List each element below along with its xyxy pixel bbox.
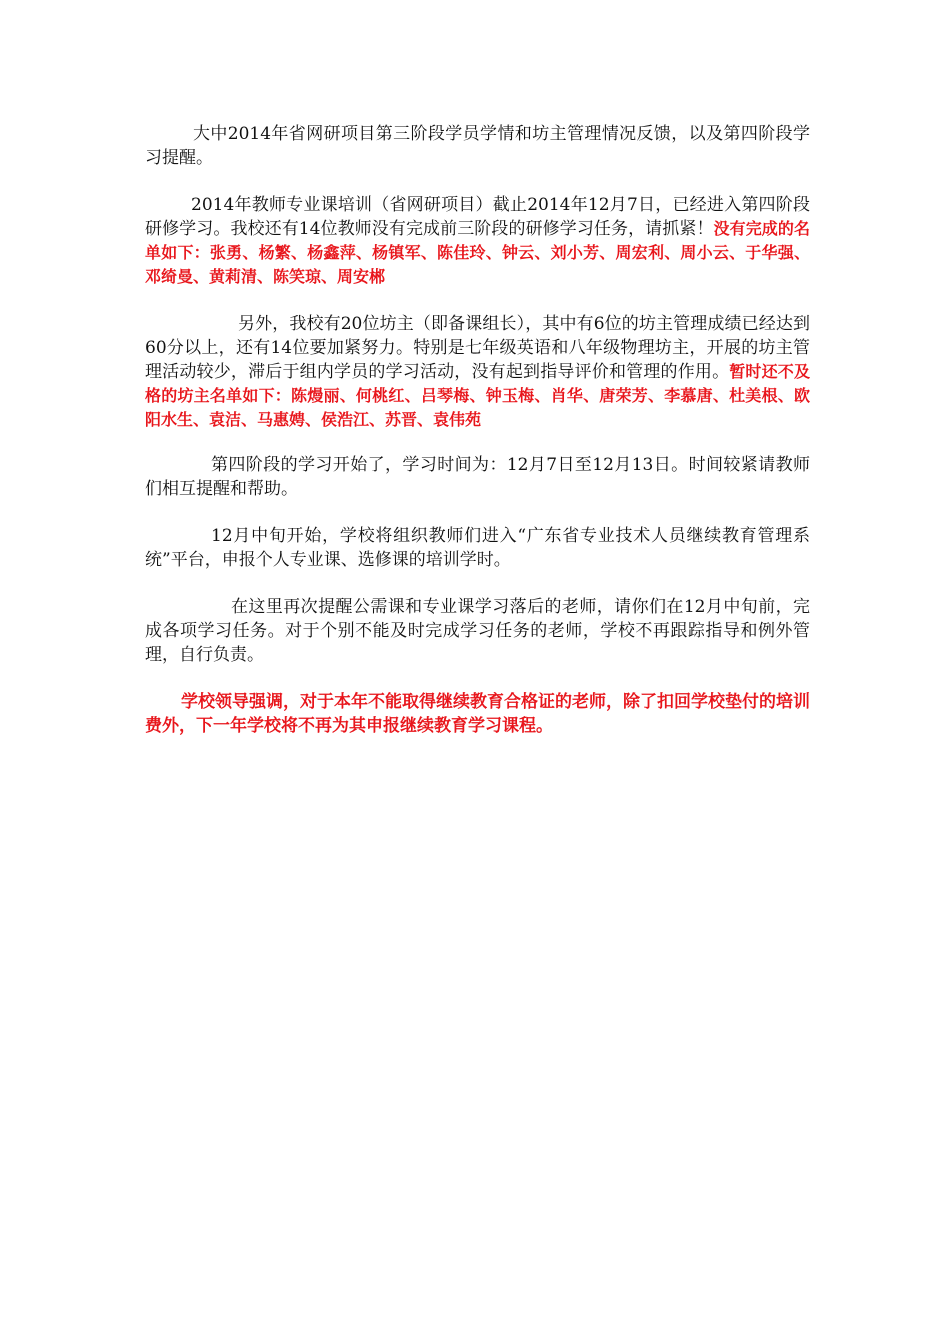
stage-four-paragraph bbox=[145, 453, 810, 501]
title-text: 大中2014年省网研项目第三阶段学员学情和坊主管理情况反馈，以及第四阶段学习提醒。 bbox=[145, 124, 810, 168]
credit-application-paragraph bbox=[145, 524, 810, 572]
stage-four-text: 第四阶段的学习开始了，学习时间为：12月7日至12月13日。时间较紧请教师们相互提醒和帮助。 bbox=[145, 455, 810, 499]
reminder-paragraph bbox=[145, 595, 810, 667]
workshop-leaders-text: 另外，我校有20位坊主（即备课组长），其中有6位的坊主管理成绩已经达到60分以上，还有14位要加紧努力。特别是七年级英语和八年级物理坊主，开展的坊主管理活动较少，滞后于组内学员的学习活动，没有起到指导评价和管理的作用。 bbox=[145, 314, 810, 382]
leadership-emphasis-text: 学校领导强调，对于本年不能取得继续教育合格证的老师，除了扣回学校垫付的培训费外，下一年学校将不再为其申报继续教育学习课程。 bbox=[145, 692, 810, 736]
workshop-leaders-paragraph bbox=[145, 312, 810, 432]
progress-notice-text: 2014年教师专业课培训（省网研项目）截止2014年12月7日，已经进入第四阶段研修学习。我校还有14位教师没有完成前三阶段的研修学习任务，请抓紧！ bbox=[145, 195, 810, 239]
failing-leaders-list: 暂时还不及格的坊主名单如下：陈熳丽、何桃红、吕琴梅、钟玉梅、肖华、唐荣芳、李慕唐、杜美根、欧阳水生、袁洁、马惠娉、侯浩江、苏晋、袁伟苑 bbox=[145, 362, 810, 429]
leadership-emphasis-paragraph bbox=[145, 690, 810, 738]
unfinished-teachers-paragraph bbox=[145, 193, 810, 289]
title-paragraph bbox=[145, 122, 810, 170]
reminder-text: 在这里再次提醒公需课和专业课学习落后的老师，请你们在12月中旬前，完成各项学习任务。对于个别不能及时完成学习任务的老师，学校不再跟踪指导和例外管理，自行负责。 bbox=[145, 597, 810, 665]
unfinished-names-list: 没有完成的名单如下：张勇、杨繁、杨鑫萍、杨镇军、陈佳玲、钟云、刘小芳、周宏利、周小云、于华强、邓绮曼、黄莉清、陈笑琼、周安郴 bbox=[145, 219, 810, 286]
credit-application-text: 12月中旬开始，学校将组织教师们进入“广东省专业技术人员继续教育管理系统”平台，申报个人专业课、选修课的培训学时。 bbox=[145, 526, 810, 570]
document-page bbox=[145, 122, 810, 761]
